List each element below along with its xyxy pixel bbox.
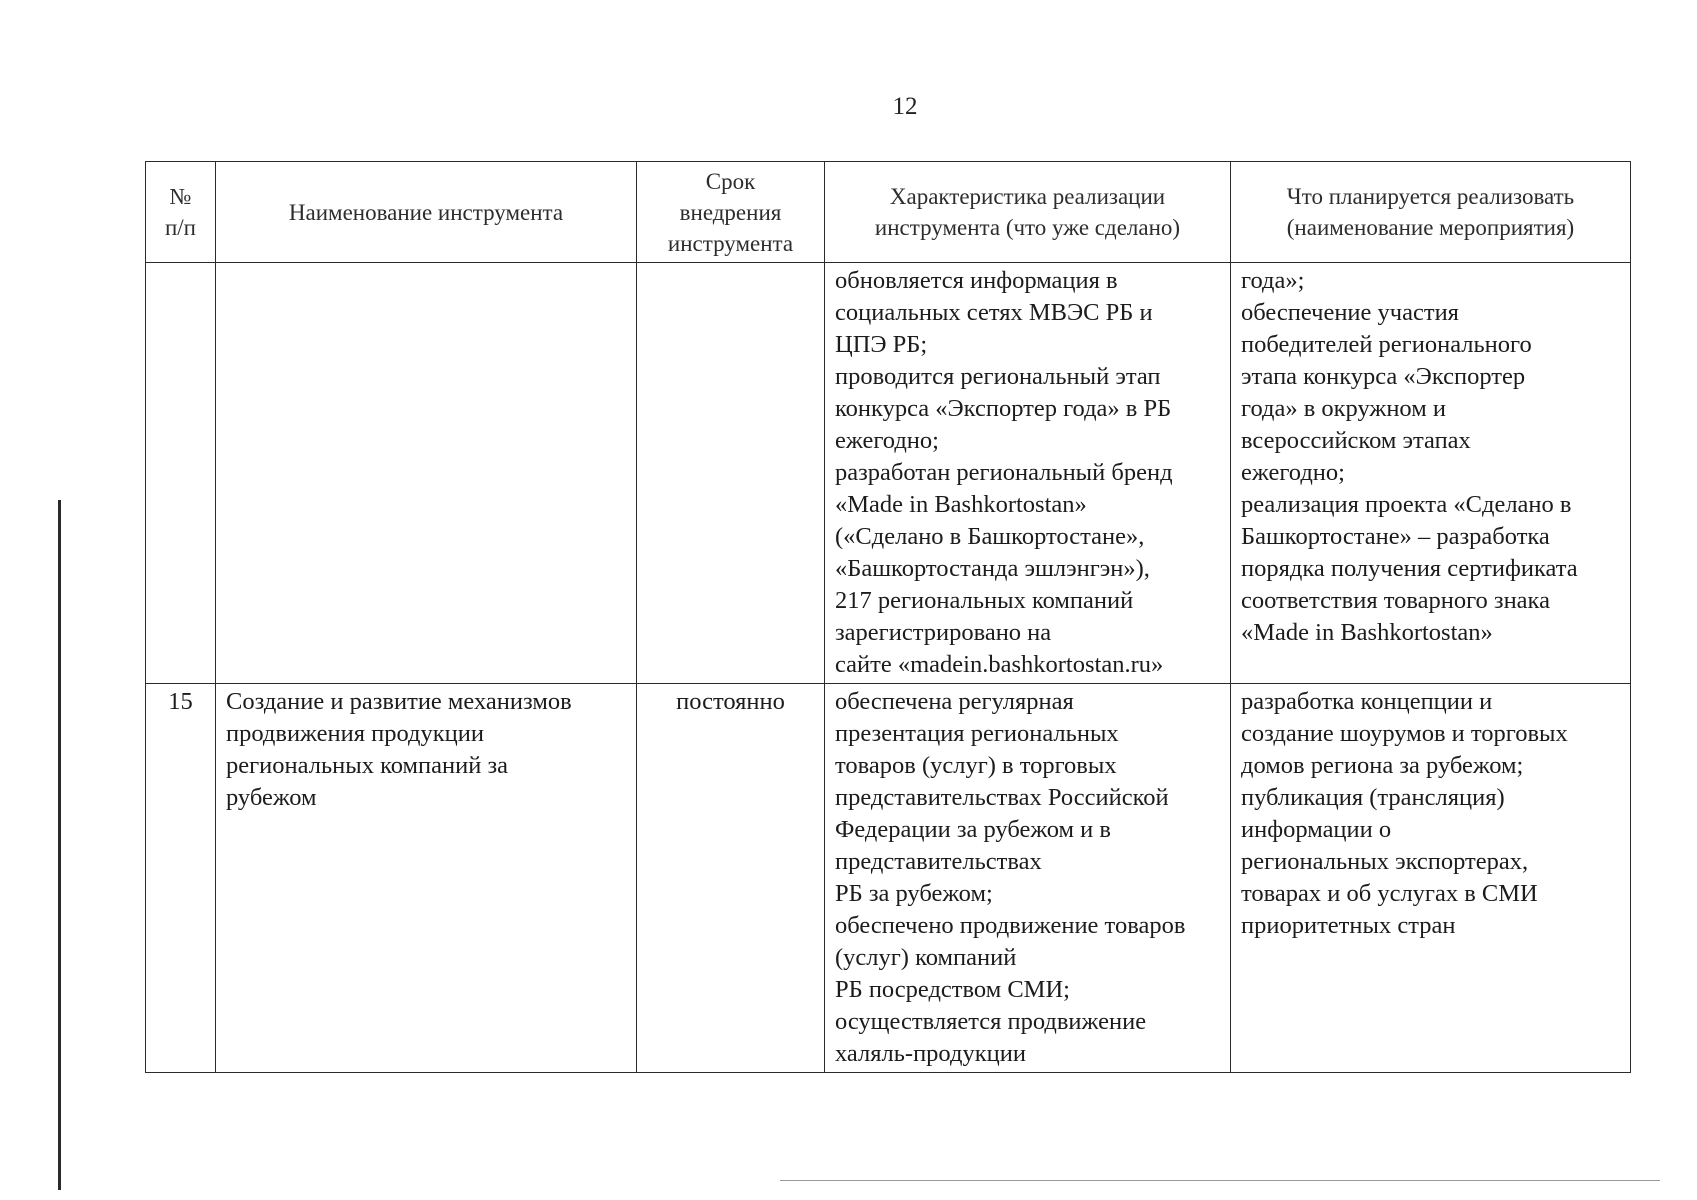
scan-edge-line [58,500,61,1190]
instruments-table [145,161,1631,1073]
cell-term [637,263,825,684]
table-header-row [146,162,1631,263]
header-implementation-status: Характеристика реализации инструмента (что уже сделано) [825,162,1231,263]
page-number: 12 [892,93,918,120]
cell-number [146,263,216,684]
cell-plan: года»; обеспечение участия победителей регионального этапа конкурса «Экспортер года» в окружном и всероссийском этапах ежегодно; реализация проекта «Сделано в Башкортостане» – разработка порядка получения сертификата соответствия товарного знака «Made in Bashkortostan» [1231,263,1631,684]
header-implementation-term: Срок внедрения инструмента [637,162,825,263]
table-row [146,263,1631,684]
cell-instrument-name [216,263,637,684]
cell-done: обновляется информация в социальных сетях МВЭС РБ и ЦПЭ РБ; проводится региональный этап конкурса «Экспортер года» в РБ ежегодно; разработан региональный бренд «Made in Bashkortostan» («Сделано в Башкортостане», «Башкортостанда эшлэнгэн»), 217 региональных компаний зарегистрировано на сайте «madein.bashkortostan.ru» [825,263,1231,684]
header-number: № п/п [146,162,216,263]
cell-instrument-name: Создание и развитие механизмов продвижения продукции региональных компаний за рубежом [216,684,637,1073]
header-instrument-name: Наименование инструмента [216,162,637,263]
cell-number: 15 [146,684,216,1073]
table-row [146,684,1631,1073]
cell-done: обеспечена регулярная презентация региональных товаров (услуг) в торговых представительствах Российской Федерации за рубежом и в представительствах РБ за рубежом; обеспечено продвижение товаров (услуг) компаний РБ посредством СМИ; осуществляется продвижение халяль-продукции [825,684,1231,1073]
cell-term: постоянно [637,684,825,1073]
cell-plan: разработка концепции и создание шоурумов и торговых домов региона за рубежом; публикация (трансляция) информации о региональных экспортерах, товарах и об услугах в СМИ приоритетных стран [1231,684,1631,1073]
scan-bottom-line [780,1180,1660,1181]
header-planned-activities: Что планируется реализовать (наименование мероприятия) [1231,162,1631,263]
